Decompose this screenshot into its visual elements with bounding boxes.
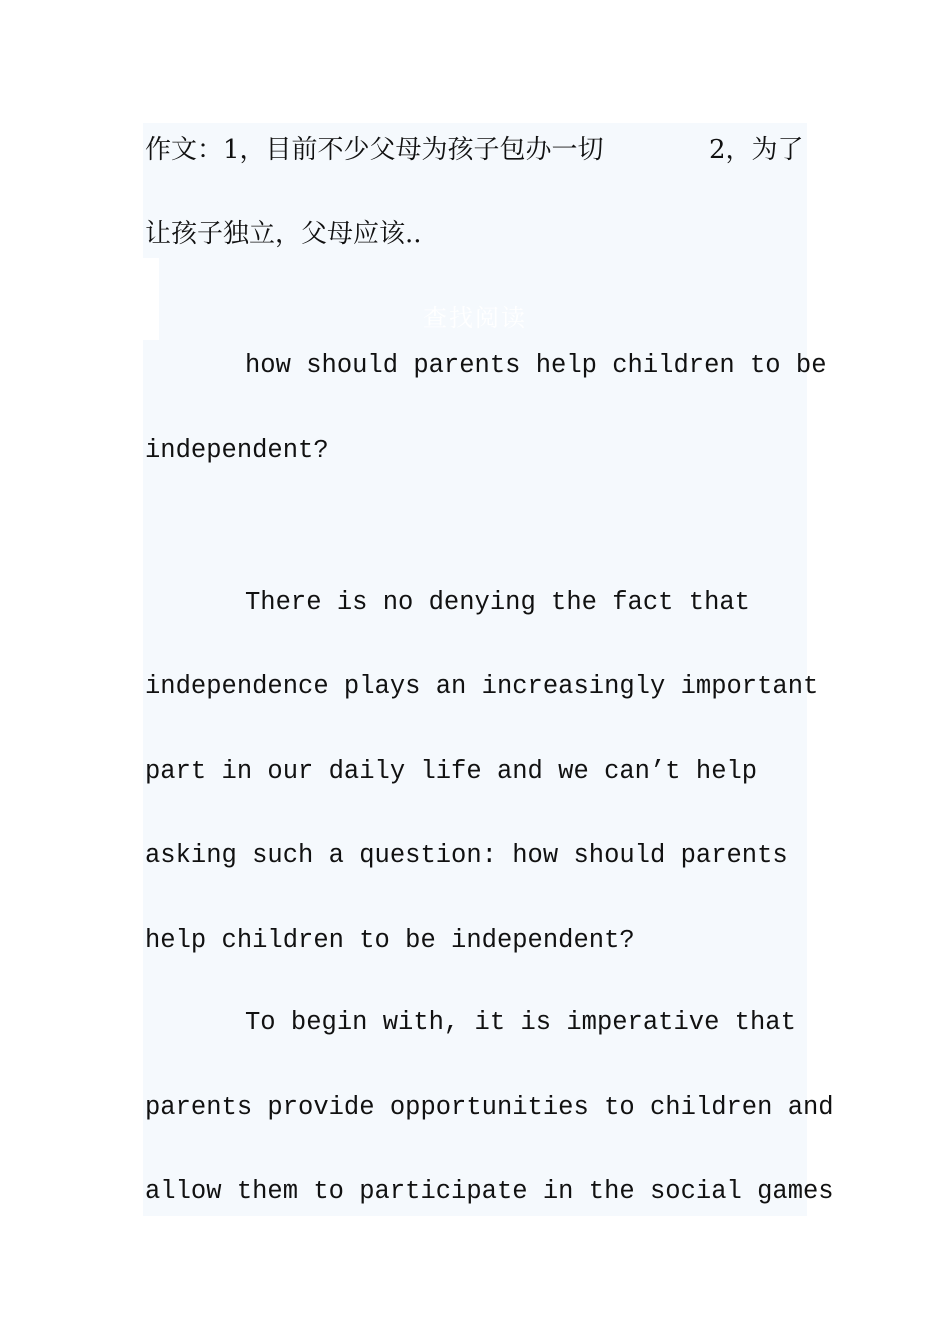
paragraph-line: There is no denying the fact that [245, 588, 750, 617]
watermark-text: 查找阅读 [423, 304, 527, 332]
essay-heading-line-1: how should parents help children to be [245, 351, 827, 380]
paragraph-line: part in our daily life and we can’t help [145, 757, 758, 786]
paragraph-line: To begin with, it is imperative that [245, 1008, 796, 1037]
essay-title-line-1: 作文：1，目前不少父母为孩子包办一切 [145, 135, 604, 165]
paragraph-line: independence plays an increasingly important [145, 672, 819, 701]
paragraph-line: help children to be independent? [145, 926, 635, 955]
document-body [143, 123, 807, 1216]
paragraph-line: allow them to participate in the social games [145, 1177, 834, 1206]
paragraph-line: parents provide opportunities to children and [145, 1093, 834, 1122]
essay-title-line-2: 让孩子独立，父母应该.. [145, 219, 422, 249]
paragraph-line: asking such a question: how should parents [145, 841, 788, 870]
essay-title-line-1-part2: 2，为了 [709, 135, 804, 165]
essay-heading-line-2: independent? [145, 436, 329, 465]
